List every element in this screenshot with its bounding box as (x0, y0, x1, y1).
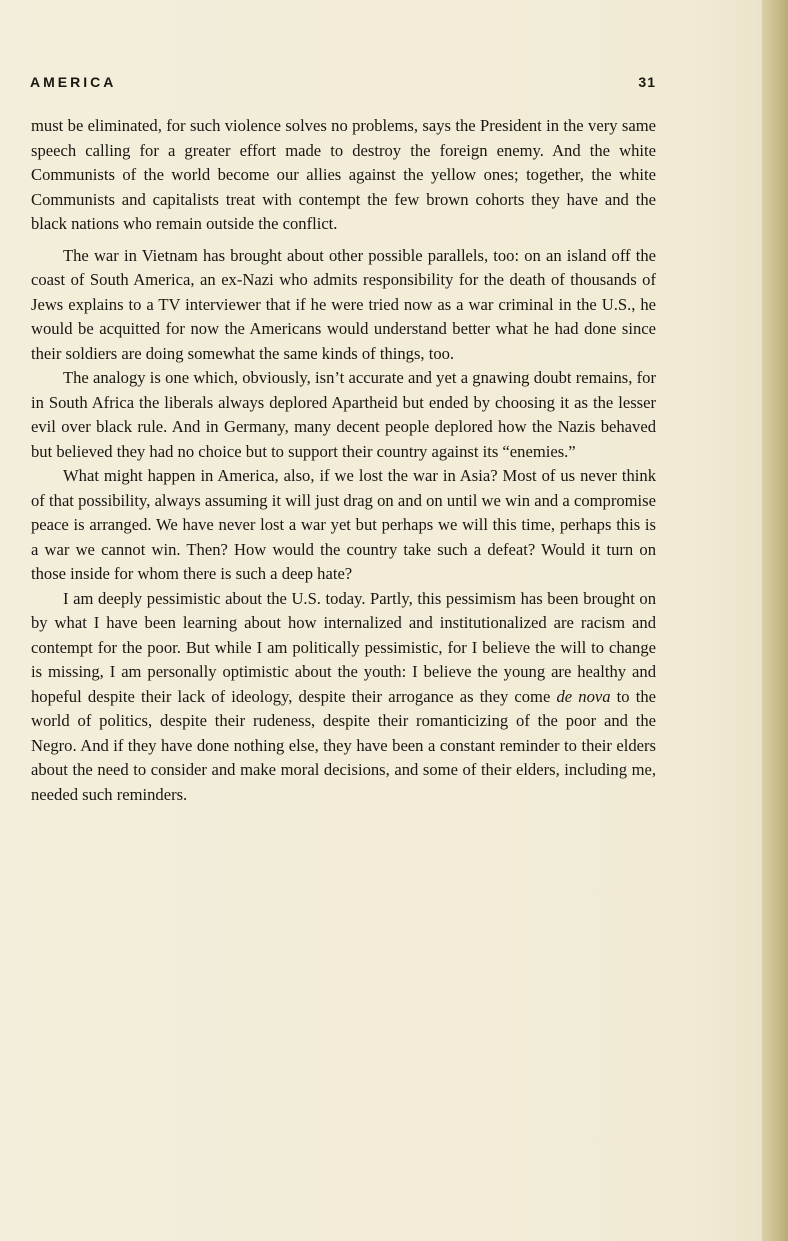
paragraph: The war in Vietnam has brought about other possible parallels, too: on an island off the coast of South America, an ex-Nazi who admits responsibility for the death of thousands of Jews explains to a TV interviewer that if he were tried now as a war criminal in the U.S., he would be acquitted for now the Americans would understand better what he had done since their soldiers are doing somewhat the same kinds of things, too. (31, 245, 656, 363)
paragraph: The analogy is one which, obviously, isn’t accurate and yet a gnawing doubt remains, for in South Africa the liberals always deplored Apartheid but ended by choosing it as the lesser evil over black rule. And in Germany, many decent people deplored how the Nazis behaved but believed they had no choice but to support their country against its “enemies.” (31, 368, 656, 461)
body-text (31, 114, 656, 807)
paragraph: must be eliminated, for such violence solves no problems, says the President in the very same speech calling for a greater effort made to destroy the foreign enemy. And the white Communists of the world become our allies against the yellow ones; together, the white Communists and capitalists treat with contempt the few brown cohorts they have and the black nations who remain outside the conflict. (31, 116, 656, 233)
paragraph (31, 587, 656, 808)
paragraph-text: to the world of politics, despite their rudeness, despite their romanticizing of the poor and the Negro. And if they have done nothing else, they have been a constant reminder to their elders about the need to consider and make moral decisions, and some of their elders, including me, needed such reminders. (31, 686, 656, 804)
paragraph: What might happen in America, also, if we lost the war in Asia? Most of us never think of that possibility, always assuming it will just drag on and on until we win and a compromise peace is arranged. We have never lost a war yet but perhaps we will this time, perhaps this is a war we cannot win. Then? How would the country take such a defeat? Would it turn on those inside for whom there is such a deep hate? (31, 466, 656, 583)
page-number: 31 (638, 74, 656, 90)
binding-edge (762, 0, 788, 1241)
italic-phrase: de nova (556, 686, 611, 706)
paragraph-text: I am deeply pessimistic about the U.S. today. Partly, this pessimism has been brought on by what I have been learning about how internalized and institutionalized are racism and contempt for the poor. But while I am politically pessimistic, for I believe the will to change is missing, I am personally optimistic about the youth: I believe the young are healthy and hopeful despite their lack of ideology, despite their arrogance as they come (31, 588, 656, 706)
running-title: AMERICA (30, 74, 117, 90)
